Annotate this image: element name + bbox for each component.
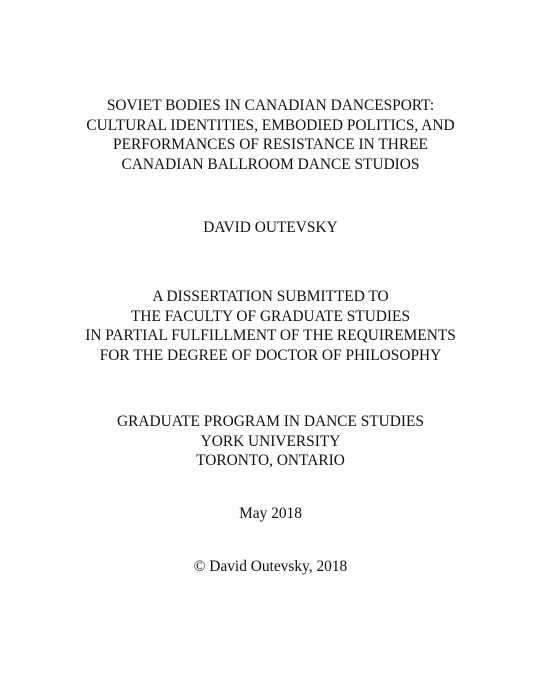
program-line: YORK UNIVERSITY <box>200 432 341 450</box>
statement-line: THE FACULTY OF GRADUATE STUDIES <box>130 307 411 325</box>
statement-line: IN PARTIAL FULFILLMENT OF THE REQUIREMENTS <box>85 327 456 344</box>
author-name <box>0 218 541 238</box>
title-line: SOVIET BODIES IN CANADIAN DANCESPORT: <box>106 97 435 114</box>
submission-date <box>0 504 541 524</box>
statement-line: A DISSERTATION SUBMITTED TO <box>152 288 389 305</box>
statement-line: FOR THE DEGREE OF DOCTOR OF PHILOSOPHY <box>99 346 442 364</box>
title-line: CULTURAL IDENTITIES, EMBODIED POLITICS, AND <box>86 116 455 134</box>
dissertation-title <box>0 96 541 174</box>
title-line: PERFORMANCES OF RESISTANCE IN THREE <box>113 136 428 153</box>
program-line: TORONTO, ONTARIO <box>196 452 345 469</box>
copyright-line: © David Outevsky, 2018 <box>193 558 348 575</box>
date-line: May 2018 <box>239 505 302 522</box>
program-line: GRADUATE PROGRAM IN DANCE STUDIES <box>117 413 424 430</box>
author-line: DAVID OUTEVSKY <box>203 219 338 236</box>
submission-statement <box>0 287 541 365</box>
copyright-notice <box>0 557 541 577</box>
program-institution <box>0 412 541 471</box>
title-line: CANADIAN BALLROOM DANCE STUDIOS <box>121 155 420 173</box>
